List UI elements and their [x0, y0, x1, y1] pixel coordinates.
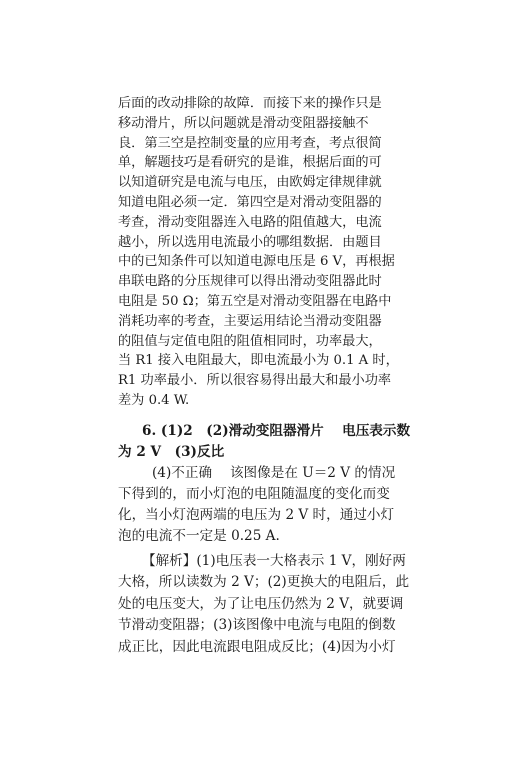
text-line: 电阻是 50 Ω；第五空是对滑动变阻器在电路中	[118, 293, 392, 309]
answer-line: (4)不正确 该图像是在 U＝2 V 的情况	[152, 464, 396, 481]
text-line: 消耗功率的考查，主要运用结论当滑动变阻器	[118, 313, 382, 329]
analysis-line: 【解析】(1)电压表一大格表示 1 V，刚好两	[142, 552, 406, 569]
answer-line: 下得到的，而小灯泡的电阻随温度的变化而变	[118, 485, 390, 502]
analysis-block	[118, 551, 418, 659]
analysis-line: 成正比，因此电流跟电阻成反比；(4)因为小灯	[118, 638, 396, 655]
text-line: R1 功率最小．所以很容易得出最大和最小功率	[118, 373, 392, 389]
text-line: 串联电路的分压规律可以得出滑动变阻器此时	[118, 274, 382, 290]
text-line: 越小，所以选用电流最小的哪组数据．由题目	[118, 234, 382, 250]
answer-line: 6. (1)2 (2)滑动变阻器滑片 电压表示数	[142, 422, 411, 439]
answer-line: 泡的电流不一定是 0.25 A.	[118, 527, 280, 544]
text-line: 以知道研究是电流与电压，由欧姆定律规律就	[118, 175, 382, 191]
text-line: 当 R1 接入电阻最大，即电流最小为 0.1 A 时，	[118, 353, 399, 369]
analysis-line: 节滑动变阻器；(3)该图像中电流与电阻的倒数	[118, 617, 396, 634]
text-line: 良．第三空是控制变量的应用考查，考点很简	[118, 135, 382, 151]
explanation-paragraph	[118, 94, 418, 411]
document-page	[118, 94, 418, 658]
text-line: 知道电阻必须一定．第四空是对滑动变阻器的	[118, 194, 382, 210]
text-line: 的阻值与定值电阻的阻值相同时，功率最大，	[118, 333, 382, 349]
analysis-line: 大格，所以读数为 2 V；(2)更换大的电阻后，此	[118, 574, 410, 591]
text-line: 差为 0.4 W.	[118, 392, 190, 408]
text-line: 中的已知条件可以知道电源电压是 6 V，再根据	[118, 254, 395, 270]
text-line: 单，解题技巧是看研究的是谁，根据后面的可	[118, 155, 382, 171]
analysis-line: 处的电压变大，为了让电压仍然为 2 V，就要调	[118, 595, 404, 612]
text-line: 移动滑片，所以问题就是滑动变阻器接触不	[118, 115, 369, 131]
text-line: 后面的改动排除的故障．而接下来的操作只是	[118, 96, 382, 111]
answer-line: 为 2 V (3)反比	[118, 443, 225, 460]
answer-block	[118, 421, 418, 547]
text-line: 考查，滑动变阻器连入电路的阻值越大，电流	[118, 214, 382, 230]
answer-line: 化，当小灯泡两端的电压为 2 V 时，通过小灯	[118, 506, 395, 523]
